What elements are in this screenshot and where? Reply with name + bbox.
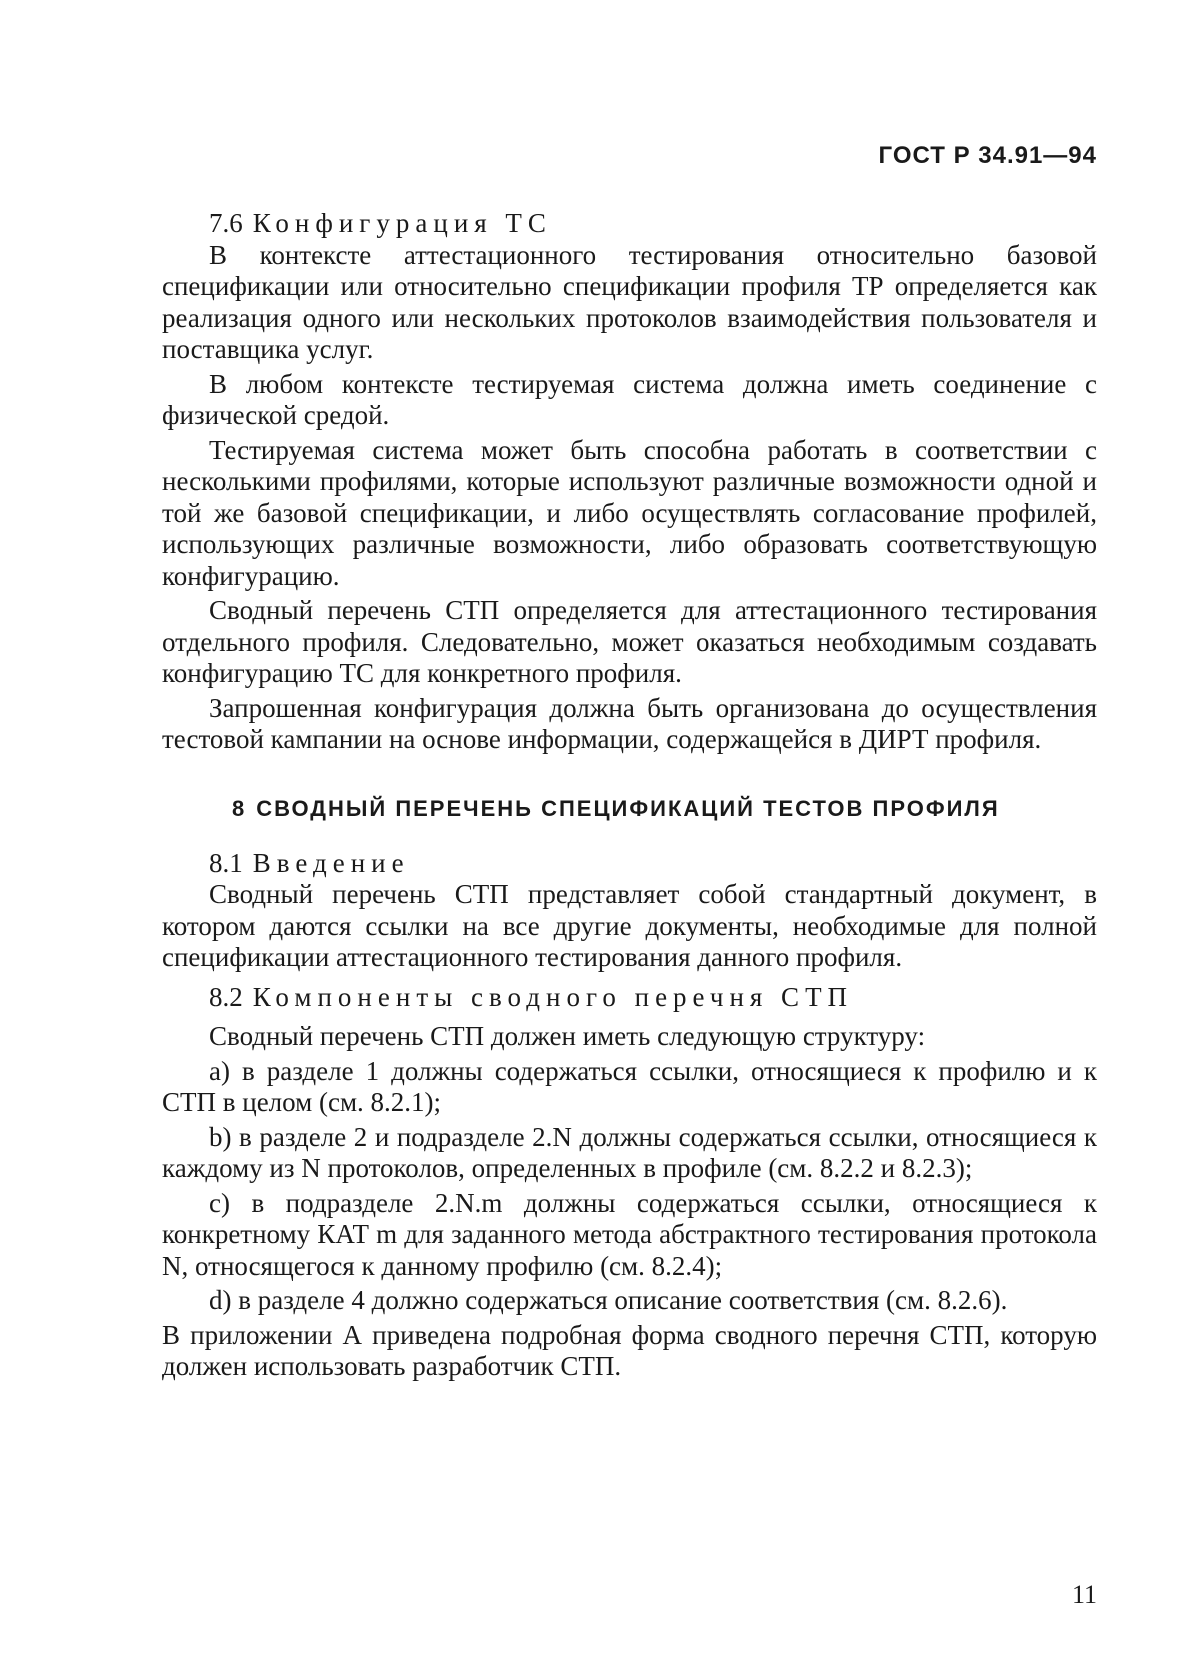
subsection-number: 7.6 bbox=[209, 208, 243, 238]
paragraph: Запрошенная конфигурация должна быть организована до осуществления тестовой кампании на основе информации, содержащейся в ДИРТ профиля. bbox=[162, 692, 1097, 754]
list-item: b) в разделе 2 и подразделе 2.N должны содержаться ссылки, относящиеся к каждому из N протоколов, определенных в профиле (см. 8.2.2 и 8.2.3); bbox=[162, 1121, 1097, 1183]
list-item: c) в подразделе 2.N.m должны содержаться ссылки, относящиеся к конкретному КАТ m для заданного метода абстрактного тестирования протокола N, относящегося к данному профилю (см. 8.2.4); bbox=[162, 1187, 1097, 1281]
paragraph: В контексте аттестационного тестирования относительно базовой спецификации или относительно спецификации профиля ТР определяется как реализация одного или нескольких протоколов взаимодействия пользователя и поставщика услуг. bbox=[162, 239, 1097, 364]
subsection-number: 8.1 bbox=[209, 847, 243, 878]
subsection-title-8-2 bbox=[162, 982, 1097, 1014]
section-name: СВОДНЫЙ ПЕРЕЧЕНЬ СПЕЦИФИКАЦИЙ ТЕСТОВ ПРОФИЛЯ bbox=[256, 795, 1000, 821]
document-body bbox=[162, 208, 1097, 1383]
section-title-8 bbox=[162, 794, 1097, 824]
section-number: 8 bbox=[232, 795, 247, 821]
paragraph: Сводный перечень СТП должен иметь следующую структуру: bbox=[209, 1021, 926, 1051]
subsection-name: Конфигурация ТС bbox=[252, 208, 552, 238]
paragraph: В приложении А приведена подробная форма сводного перечня СТП, которую должен использовать разработчик СТП. bbox=[162, 1319, 1097, 1381]
subsection-title-8-1 bbox=[162, 848, 1097, 880]
subsection-name: Введение bbox=[252, 847, 410, 878]
subsection-title-7-6 bbox=[162, 208, 1097, 240]
paragraph: Сводный перечень СТП определяется для аттестационного тестирования отдельного профиля. Следовательно, может оказаться необходимым создавать конфигурацию ТС для конкретного профиля. bbox=[162, 595, 1097, 688]
document-id-header: ГОСТ Р 34.91—94 bbox=[878, 142, 1097, 169]
list-item: a) в разделе 1 должны содержаться ссылки, относящиеся к профилю и к СТП в целом (см. 8.2.1); bbox=[162, 1055, 1097, 1117]
list-item: d) в разделе 4 должно содержаться описание соответствия (см. 8.2.6). bbox=[209, 1285, 1008, 1315]
paragraph: В любом контексте тестируемая система должна иметь соединение с физической средой. bbox=[162, 368, 1097, 430]
paragraph: Сводный перечень СТП представляет собой стандартный документ, в котором даются ссылки на все другие документы, необходимые для полной спецификации аттестационного тестирования данного профиля. bbox=[162, 879, 1097, 972]
subsection-number: 8.2 bbox=[209, 981, 243, 1012]
page-number: 11 bbox=[1071, 1580, 1097, 1609]
subsection-name: Компоненты сводного перечня СТП bbox=[252, 981, 854, 1012]
paragraph: Тестируемая система может быть способна работать в соответствии с несколькими профилями, которые используют различные возможности одной и той же базовой спецификации, и либо осуществлять согласование профилей, использующих различные возможности, либо образовать соответствующую конфигурацию. bbox=[162, 434, 1097, 591]
document-page bbox=[162, 0, 1097, 1679]
